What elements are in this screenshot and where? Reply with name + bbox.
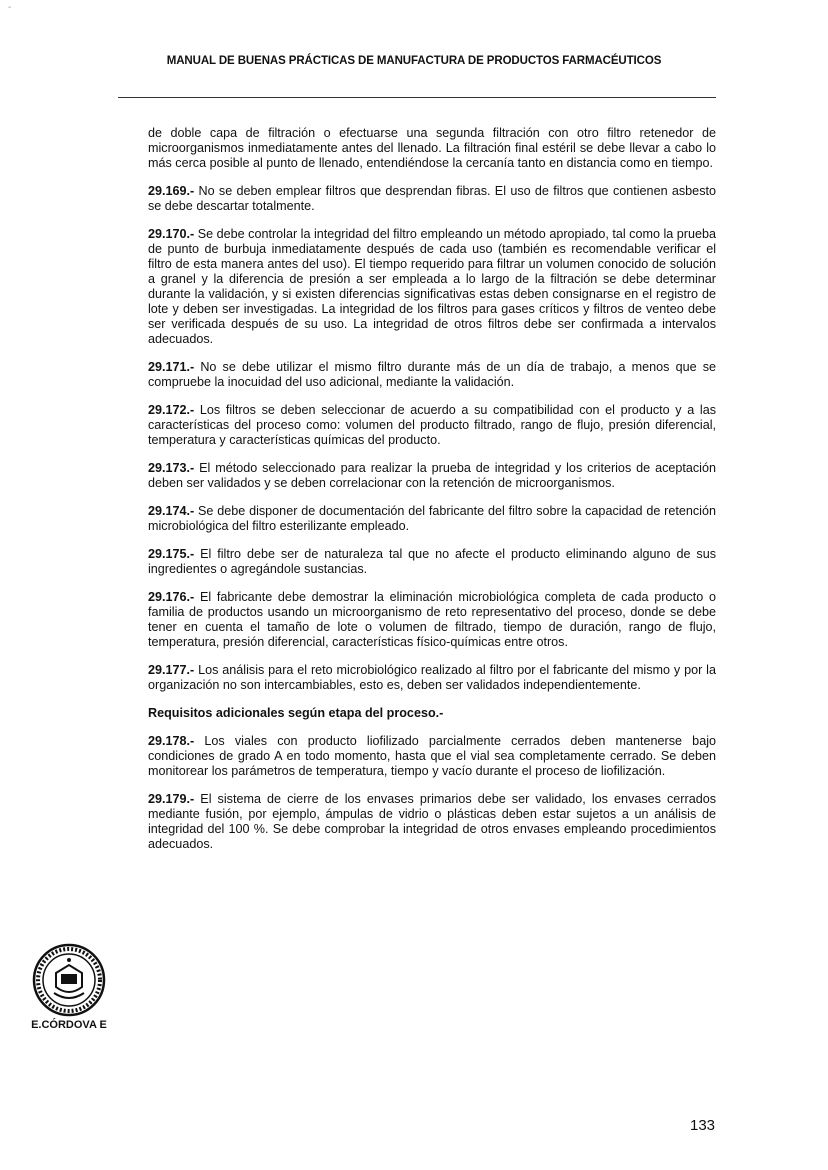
page-body bbox=[148, 126, 716, 865]
corner-mark: - bbox=[8, 2, 12, 13]
paragraph-text: Los análisis para el reto microbiológico realizado al filtro por el fabricante del mismo y por la organización no son intercambiables, esto es, deben ser validados independientemente. bbox=[148, 663, 716, 692]
paragraph-text: El filtro debe ser de naturaleza tal que no afecte el producto eliminando alguno de sus ingredientes o agregándole sustancias. bbox=[148, 547, 716, 576]
paragraph-text: Se debe disponer de documentación del fabricante del filtro sobre la capacidad de retención microbiológica del filtro esterilizante empleado. bbox=[148, 504, 716, 533]
paragraph-29-170 bbox=[148, 227, 716, 347]
paragraph-29-171 bbox=[148, 360, 716, 390]
page-header-title: MANUAL DE BUENAS PRÁCTICAS DE MANUFACTURA DE PRODUCTOS FARMACÉUTICOS bbox=[166, 55, 662, 67]
intro-paragraph: de doble capa de filtración o efectuarse una segunda filtración con otro filtro retenedor de microorganismos inmediatamente antes del llenado. La filtración final estéril se debe llevar a cabo lo más cerca posible al punto de llenado, entendiéndose la cercanía tanto en distancia como en tiempo. bbox=[148, 126, 716, 170]
paragraph-29-172 bbox=[148, 403, 716, 448]
paragraph-number: 29.177.- bbox=[148, 663, 195, 677]
paragraph-text: Los viales con producto liofilizado parcialmente cerrados deben mantenerse bajo condiciones de grado A en todo momento, hasta que el vial sea completamente cerrado. Se deben monitorear los parámetros de temperatura, tiempo y vacío durante el proceso de liofilización. bbox=[148, 734, 716, 778]
paragraph-text: No se debe utilizar el mismo filtro durante más de un día de trabajo, a menos que se compruebe la inocuidad del uso adicional, mediante la validación. bbox=[148, 360, 716, 389]
paragraph-text: No se deben emplear filtros que desprendan fibras. El uso de filtros que contienen asbesto se debe descartar totalmente. bbox=[148, 184, 716, 213]
section-heading: Requisitos adicionales según etapa del proceso.- bbox=[148, 706, 444, 720]
seal-caption: E.CÓRDOVA E bbox=[31, 1019, 107, 1031]
paragraph-text: El sistema de cierre de los envases primarios debe ser validado, los envases cerrados mediante fusión, por ejemplo, ámpulas de vidrio o plásticas deben estar sujetos a un análisis de integridad del 100 %. Se debe comprobar la integridad de otros envases empleando procedimientos adecuados. bbox=[148, 792, 716, 851]
paragraph-text: Se debe controlar la integridad del filtro empleando un método apropiado, tal como la prueba de punto de burbuja inmediatamente después de cada uso (también es recomendable verificar el filtro de esta manera antes del uso). El tiempo requerido para filtrar un volumen conocido de solución a granel y la diferencia de presión a ser empleada a lo largo de la filtración se debe determinar durante la validación, y si existen diferencias significativas estas deben consignarse en el registro de lote y deben ser investigadas. La integridad de los filtros para gases críticos y filtros de venteo debe ser verificada después de su uso. La integridad de otros filtros debe ser confirmada a intervalos adecuados. bbox=[148, 227, 716, 346]
paragraph-29-178 bbox=[148, 734, 716, 779]
paragraph-number: 29.173.- bbox=[148, 461, 195, 475]
paragraph-number: 29.170.- bbox=[148, 227, 195, 241]
paragraph-number: 29.171.- bbox=[148, 360, 195, 374]
paragraph-number: 29.175.- bbox=[148, 547, 195, 561]
paragraph-text: El fabricante debe demostrar la eliminación microbiológica completa de cada producto o familia de productos usando un microorganismo de reto representativo del proceso, donde se debe tener en cuenta el tamaño de lote o volumen de filtrado, tiempo de duración, rango de flujo, temperatura, presión diferencial, características físico-químicas entre otros. bbox=[148, 590, 716, 649]
paragraph-29-169 bbox=[148, 184, 716, 214]
paragraph-29-177 bbox=[148, 663, 716, 693]
paragraph-29-175 bbox=[148, 547, 716, 577]
paragraph-number: 29.174.- bbox=[148, 504, 195, 518]
paragraph-number: 29.178.- bbox=[148, 734, 195, 748]
paragraph-text: Los filtros se deben seleccionar de acuerdo a su compatibilidad con el producto y a las características del proceso como: volumen del producto filtrado, rango de flujo, presión diferencial, temperatura y características químicas del producto. bbox=[148, 403, 716, 447]
paragraph-text: El método seleccionado para realizar la prueba de integridad y los criterios de aceptación deben ser validados y se deben correlacionar con la retención de microorganismos. bbox=[148, 461, 716, 490]
paragraph-29-173 bbox=[148, 461, 716, 491]
header-divider bbox=[118, 97, 716, 98]
paragraph-number: 29.172.- bbox=[148, 403, 195, 417]
seal-stamp-icon bbox=[32, 943, 106, 1017]
paragraph-number: 29.176.- bbox=[148, 590, 195, 604]
paragraph-29-174 bbox=[148, 504, 716, 534]
paragraph-number: 29.179.- bbox=[148, 792, 195, 806]
paragraph-29-179 bbox=[148, 792, 716, 852]
paragraph-29-176 bbox=[148, 590, 716, 650]
page-number: 133 bbox=[690, 1117, 716, 1134]
paragraph-number: 29.169.- bbox=[148, 184, 195, 198]
official-seal bbox=[24, 943, 114, 1031]
